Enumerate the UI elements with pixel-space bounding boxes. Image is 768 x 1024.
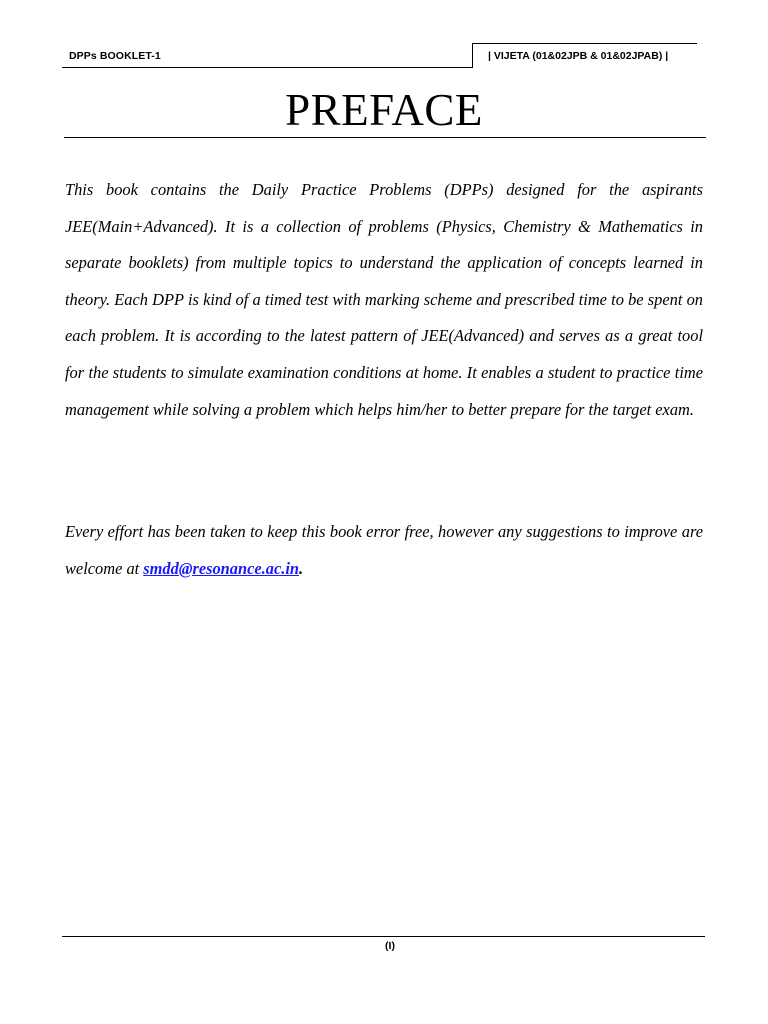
page-number: (I) (385, 940, 395, 952)
email-link[interactable]: smdd@resonance.ac.in (143, 558, 299, 578)
header-divider-left (62, 67, 472, 68)
paragraph-2-text: Every effort has been taken to keep this book error free, however any suggestions to improve are welcome at (65, 522, 703, 578)
preface-paragraph-1: This book contains the Daily Practice Problems (DPPs) designed for the aspirants JEE(Main+Advanced). It is a collection of problems (Physics, Chemistry & Mathematics in separate booklets) from multiple topics to understand the application of concepts learned in theory. Each DPP is kind of a timed test with marking scheme and prescribed time to be spent on each problem. It is according to the latest pattern of JEE(Advanced) and serves as a great tool for the students to simulate examination conditions at home. It enables a student to practice time management while solving a problem which helps him/her to better prepare for the target exam. (65, 180, 703, 419)
title-underline (64, 137, 706, 138)
page-title: PREFACE (285, 85, 483, 135)
header-course-label: | VIJETA (01&02JPB & 01&02JPAB) | (488, 50, 669, 62)
preface-paragraph-2 (65, 514, 703, 587)
paragraph-2-end: . (299, 558, 304, 578)
footer-divider (62, 936, 705, 937)
header-booklet-label: DPPs BOOKLET-1 (69, 50, 161, 62)
